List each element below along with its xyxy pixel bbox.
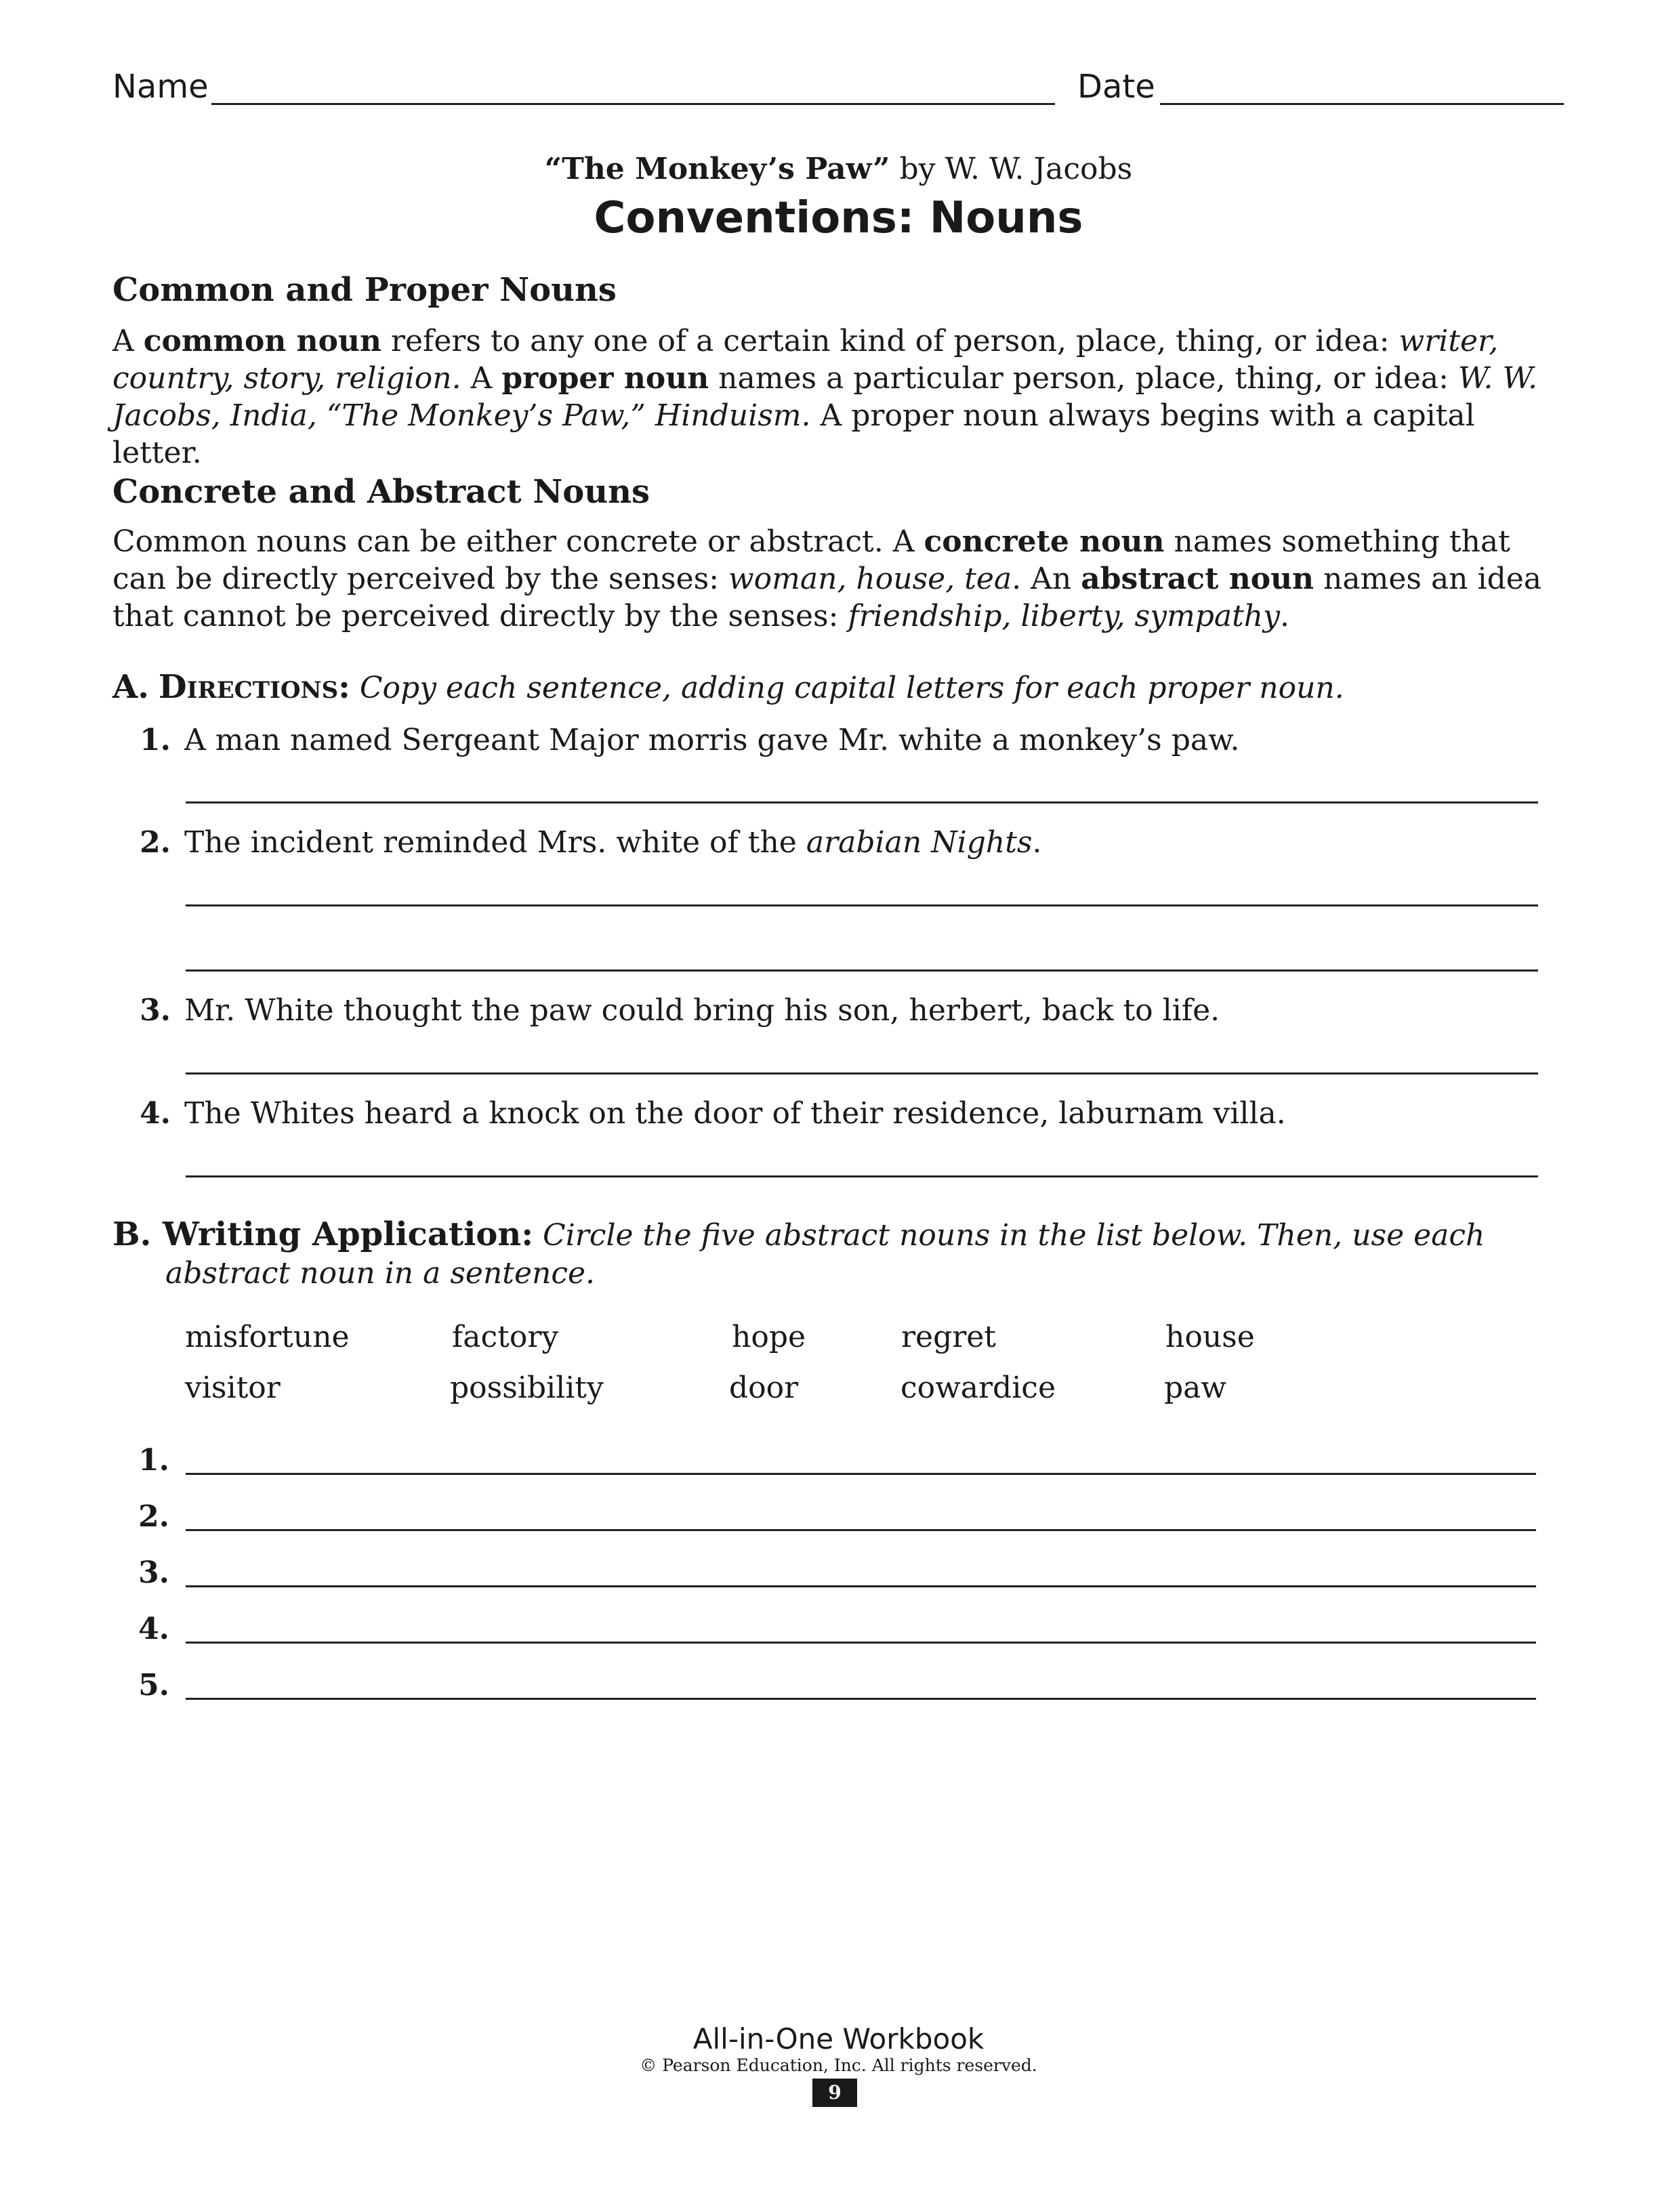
answer-line[interactable] xyxy=(186,801,1538,804)
term-abstract-noun: abstract noun xyxy=(1081,562,1314,596)
answer-number: 4. xyxy=(138,1612,169,1646)
word-option[interactable]: factory xyxy=(452,1320,559,1354)
word-option[interactable]: door xyxy=(729,1371,799,1405)
section-b-directions xyxy=(112,1215,1485,1255)
answer-line[interactable] xyxy=(186,1642,1536,1644)
common-proper-heading: Common and Proper Nouns xyxy=(112,271,617,309)
term-common-noun: common noun xyxy=(143,324,381,358)
story-title xyxy=(0,150,1677,188)
answer-line[interactable] xyxy=(186,1585,1536,1587)
story-name: “The Monkey’s Paw” xyxy=(544,152,890,186)
story-author: by W. W. Jacobs xyxy=(899,152,1133,186)
copyright: © Pearson Education, Inc. All rights reserved. xyxy=(640,2056,1037,2075)
term-proper-noun: proper noun xyxy=(501,361,709,396)
date-label: Date xyxy=(1077,68,1155,106)
term-concrete-noun: concrete noun xyxy=(924,524,1165,559)
answer-line[interactable] xyxy=(186,1698,1536,1700)
concrete-abstract-heading: Concrete and Abstract Nouns xyxy=(112,473,650,511)
answer-number: 3. xyxy=(138,1556,169,1590)
date-field[interactable] xyxy=(1160,103,1564,105)
answer-line[interactable] xyxy=(186,904,1538,906)
answer-number: 2. xyxy=(138,1499,169,1534)
answer-line[interactable] xyxy=(186,969,1538,972)
answer-number: 5. xyxy=(138,1668,169,1703)
answer-line[interactable] xyxy=(186,1529,1536,1531)
word-option[interactable]: paw xyxy=(1164,1371,1227,1405)
section-a-directions xyxy=(112,667,1344,708)
word-option[interactable]: cowardice xyxy=(900,1371,1056,1405)
item-number: 1. xyxy=(140,723,171,757)
section-a-label: A. xyxy=(112,668,149,706)
section-a-instruction: Copy each sentence, adding capital letters for each proper noun. xyxy=(359,671,1344,705)
answer-line[interactable] xyxy=(186,1175,1538,1177)
word-option[interactable]: misfortune xyxy=(185,1320,350,1354)
item-sentence: Mr. White thought the paw could bring his son, herbert, back to life. xyxy=(184,993,1220,1028)
page-title: Conventions: Nouns xyxy=(594,193,1083,243)
section-b-label: B. Writing Application: xyxy=(112,1215,534,1253)
word-option[interactable]: hope xyxy=(732,1320,806,1354)
item-sentence: A man named Sergeant Major morris gave Mr. white a monkey’s paw. xyxy=(184,723,1240,757)
word-option[interactable]: visitor xyxy=(185,1371,281,1405)
answer-line[interactable] xyxy=(186,1072,1538,1074)
answer-number: 1. xyxy=(138,1443,169,1478)
directions-label: Directions: xyxy=(158,668,350,706)
answer-line[interactable] xyxy=(186,1473,1536,1475)
word-option[interactable]: house xyxy=(1165,1320,1255,1354)
item-number: 2. xyxy=(140,825,171,860)
item-sentence: The incident reminded Mrs. white of the arabian Nights. xyxy=(184,825,1042,860)
name-field[interactable] xyxy=(211,103,1055,105)
item-number: 3. xyxy=(140,993,171,1028)
word-option[interactable]: possibility xyxy=(450,1371,604,1405)
item-sentence: The Whites heard a knock on the door of their residence, laburnam villa. xyxy=(184,1096,1286,1131)
footer-title: All-in-One Workbook xyxy=(692,2022,985,2056)
section-b-instruction-1: Circle the five abstract nouns in the list below. Then, use each xyxy=(543,1218,1485,1253)
name-label: Name xyxy=(112,68,209,106)
word-option[interactable]: regret xyxy=(901,1320,996,1354)
page-number: 9 xyxy=(812,2079,857,2107)
section-b-instruction-2: abstract noun in a sentence. xyxy=(165,1256,596,1291)
common-proper-paragraph: A common noun refers to any one of a certain kind of person, place, thing, or idea: writer, country, story, religion. A proper noun names a particular person, place, thing, or idea: W. W. Jacobs, India, “The Monkey’s Paw,” Hinduism. A proper noun always begins with a capital letter. xyxy=(112,324,1537,470)
item-number: 4. xyxy=(140,1096,171,1131)
concrete-abstract-paragraph: Common nouns can be either concrete or abstract. A concrete noun names something that can be directly perceived by the senses: woman, house, tea. An abstract noun names an idea that cannot be perceived directly by the senses: friendship, liberty, sympathy. xyxy=(112,524,1542,633)
